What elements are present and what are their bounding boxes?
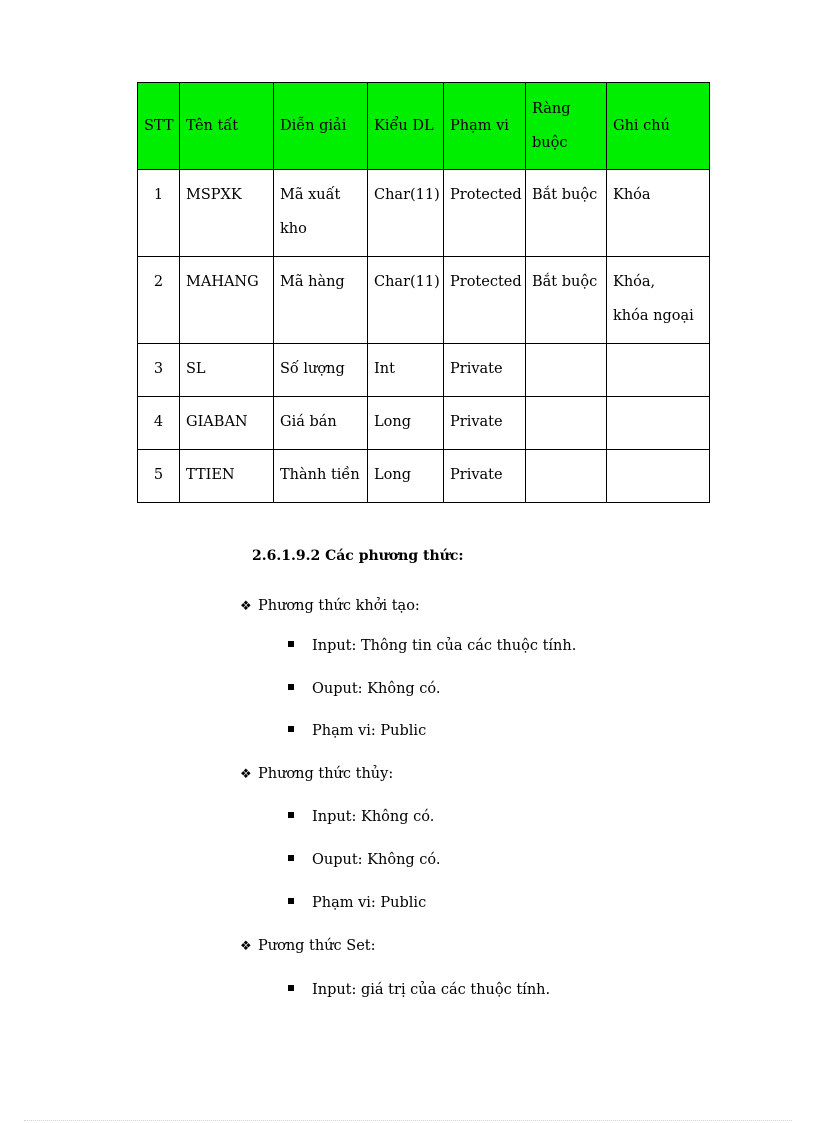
method-detail-item [288, 638, 576, 654]
table-cell: 4 [138, 397, 180, 450]
square-bullet-icon [288, 641, 294, 647]
square-bullet-icon [288, 726, 294, 732]
method-title: Phương thức thủy: [258, 766, 394, 782]
table-row [138, 344, 710, 397]
table-cell: Mã hàng [274, 257, 368, 344]
square-bullet-icon [288, 855, 294, 861]
table-cell: Giá bán [274, 397, 368, 450]
method-detail-item [288, 723, 426, 739]
table-row [138, 397, 710, 450]
table-cell: Private [444, 450, 526, 503]
table-cell: TTIEN [180, 450, 274, 503]
table-row [138, 257, 710, 344]
table-cell: SL [180, 344, 274, 397]
method-detail-text: Input: Thông tin của các thuộc tính. [312, 638, 577, 654]
table-cell: 5 [138, 450, 180, 503]
table-cell [607, 450, 710, 503]
header-cell: Diễn giải [274, 83, 368, 170]
table-cell: Int [368, 344, 444, 397]
table-cell: Private [444, 344, 526, 397]
square-bullet-icon [288, 898, 294, 904]
table-cell: 1 [138, 170, 180, 257]
method-detail-item [288, 982, 550, 998]
square-bullet-icon [288, 985, 294, 991]
method-detail-item [288, 852, 441, 868]
page-bottom-rule [24, 1120, 792, 1121]
table-cell [607, 344, 710, 397]
table-cell: Char(11) [368, 257, 444, 344]
table-cell: Bắt buộc [526, 170, 607, 257]
method-detail-text: Input: Không có. [312, 809, 435, 825]
header-cell: Tên tất [180, 83, 274, 170]
diamond-cluster-icon: ❖ [240, 939, 252, 954]
method-detail-item [288, 681, 441, 697]
table-cell: Số lượng [274, 344, 368, 397]
method-detail-text: Input: giá trị của các thuộc tính. [312, 982, 551, 998]
table-cell: 2 [138, 257, 180, 344]
method-title: Phương thức khởi tạo: [258, 598, 420, 614]
table-row [138, 450, 710, 503]
method-detail-text: Phạm vi: Public [312, 723, 427, 739]
table-cell: GIABAN [180, 397, 274, 450]
table-cell: Khóa, khóa ngoại [607, 257, 710, 344]
table-header-row [138, 83, 710, 170]
table-cell: Protected [444, 257, 526, 344]
table-cell: Protected [444, 170, 526, 257]
method-title: Pương thức Set: [258, 938, 376, 954]
diamond-cluster-icon: ❖ [240, 599, 252, 614]
table-cell: Bắt buộc [526, 257, 607, 344]
method-detail-text: Ouput: Không có. [312, 852, 441, 868]
square-bullet-icon [288, 812, 294, 818]
header-cell: STT [138, 83, 180, 170]
table-cell [526, 344, 607, 397]
table-cell: 3 [138, 344, 180, 397]
header-cell: Phạm vi [444, 83, 526, 170]
table-cell [526, 450, 607, 503]
diamond-cluster-icon: ❖ [240, 767, 252, 782]
method-item [240, 598, 420, 614]
table-row [138, 170, 710, 257]
method-detail-item [288, 895, 426, 911]
section-heading: 2.6.1.9.2 Các phương thức: [252, 548, 464, 564]
method-detail-text: Ouput: Không có. [312, 681, 441, 697]
table-cell: MAHANG [180, 257, 274, 344]
attribute-table [137, 82, 710, 503]
table-cell: Mã xuất kho [274, 170, 368, 257]
table-cell: Private [444, 397, 526, 450]
header-cell: Ghi chú [607, 83, 710, 170]
method-item [240, 938, 376, 954]
table-cell: Khóa [607, 170, 710, 257]
header-cell: Ràng buộc [526, 83, 607, 170]
table-cell: Thành tiền [274, 450, 368, 503]
table-cell [607, 397, 710, 450]
method-detail-text: Phạm vi: Public [312, 895, 427, 911]
table-cell: Long [368, 397, 444, 450]
table-cell: Char(11) [368, 170, 444, 257]
table-cell [526, 397, 607, 450]
method-item [240, 766, 393, 782]
table-cell: Long [368, 450, 444, 503]
method-detail-item [288, 809, 434, 825]
header-cell: Kiểu DL [368, 83, 444, 170]
square-bullet-icon [288, 684, 294, 690]
table-cell: MSPXK [180, 170, 274, 257]
